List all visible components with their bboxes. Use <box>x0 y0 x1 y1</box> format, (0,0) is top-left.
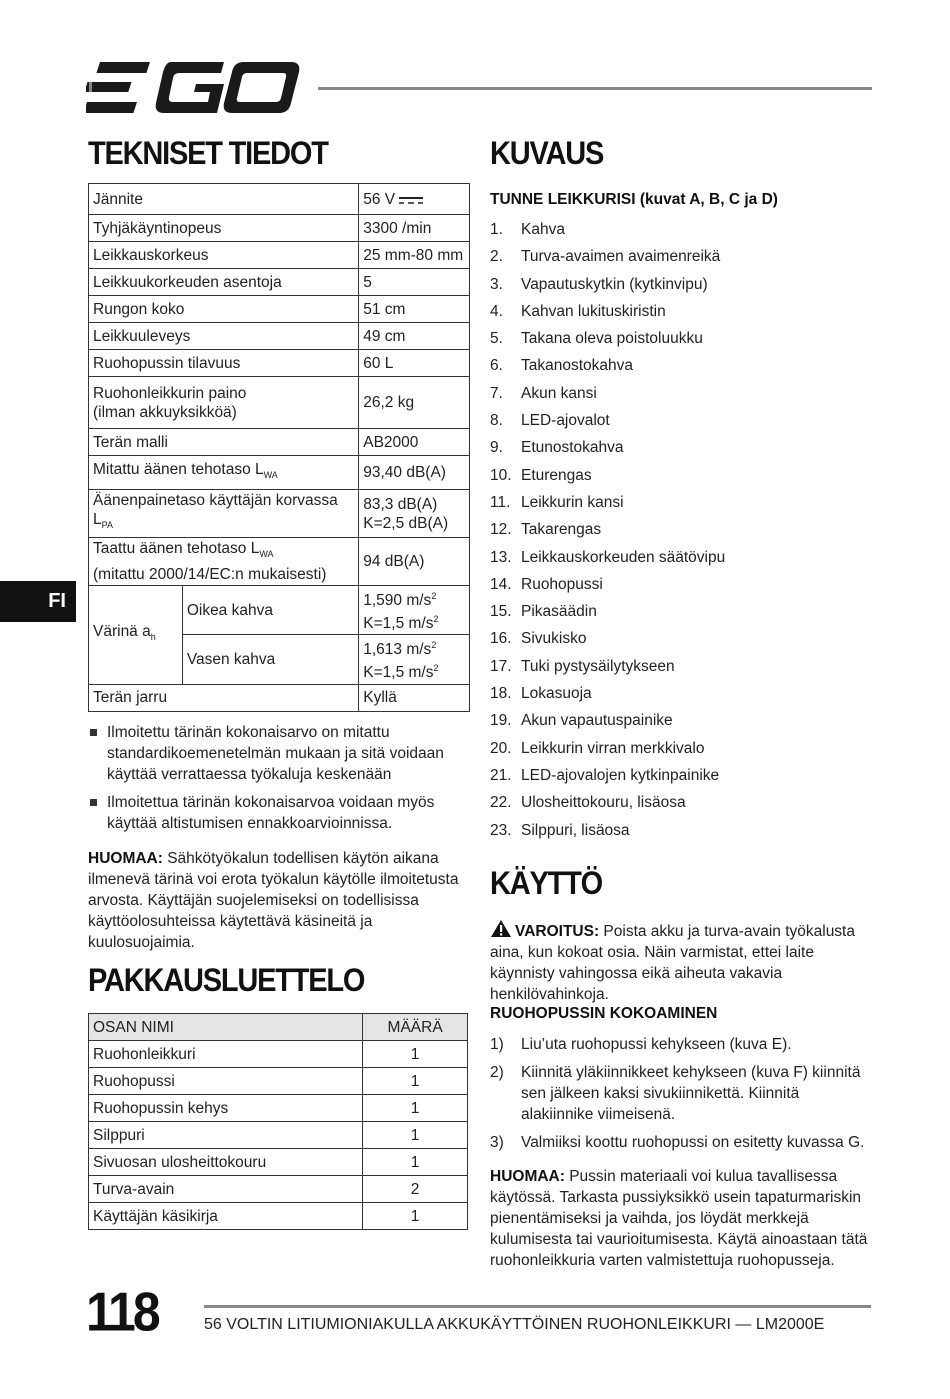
list-item <box>490 598 880 625</box>
part-qty: 1 <box>363 1149 468 1176</box>
table-row <box>89 1149 468 1176</box>
list-item-number: 1. <box>490 221 503 238</box>
step-text: Liu’uta ruohopussi kehykseen (kuva E). <box>521 1036 792 1053</box>
spec-value: 5 <box>359 269 470 296</box>
header-rule <box>318 87 872 90</box>
part-qty: 2 <box>363 1176 468 1203</box>
step-number: 1) <box>490 1036 504 1053</box>
part-name: Ruohopussin kehys <box>89 1095 363 1122</box>
list-item-text: Leikkurin virran merkkivalo <box>521 739 705 757</box>
table-row <box>89 586 470 635</box>
spec-value: 94 dB(A) <box>359 538 470 586</box>
table-row <box>89 1176 468 1203</box>
list-item <box>490 489 880 516</box>
tech-specs-title: TEKNISET TIEDOT <box>88 136 328 172</box>
table-row <box>89 490 470 538</box>
spec-value: 25 mm-80 mm <box>359 242 470 269</box>
list-item-number: 23. <box>490 821 512 839</box>
table-row <box>89 429 470 456</box>
list-item-number: 18. <box>490 685 512 703</box>
spec-label: Leikkauskorkeus <box>89 242 359 269</box>
list-item-number: 20. <box>490 739 512 757</box>
list-item-text: Takanostokahva <box>521 357 634 375</box>
warning-icon <box>490 919 512 938</box>
part-name: Sivuosan ulosheittokouru <box>89 1149 363 1176</box>
table-row <box>89 456 470 490</box>
list-item <box>490 298 880 325</box>
spec-label: Terän malli <box>89 429 359 456</box>
spec-label: Jännite <box>89 184 359 215</box>
list-item-number: 11. <box>490 493 511 511</box>
description-subtitle: TUNNE LEIKKURISI (kuvat A, B, C ja D) <box>490 191 778 208</box>
list-item-text: Sivukisko <box>521 630 587 648</box>
list-item-number: 10. <box>490 466 512 484</box>
footer-rule <box>204 1305 871 1308</box>
list-item-number: 6. <box>490 357 503 375</box>
spec-value: 26,2 kg <box>359 377 470 429</box>
part-name: Silppuri <box>89 1122 363 1149</box>
vibration-notes <box>88 722 468 841</box>
list-item-text: Leikkauskorkeuden säätövipu <box>521 548 726 566</box>
table-row <box>89 215 470 242</box>
list-item: Ilmoitettua tärinän kokonaisarvoa voidaan myös käyttää altistumisen ennakkoarvioinnissa. <box>88 792 468 834</box>
list-item <box>490 735 880 762</box>
table-row <box>89 684 470 711</box>
list-item <box>490 216 880 243</box>
list-item <box>490 544 880 571</box>
vibration-right-value: 1,590 $m/s^2$ K=1,5 $m/s^2$ <box>359 586 470 635</box>
tech-specs-table <box>88 183 470 712</box>
spec-value: AB2000 <box>359 429 470 456</box>
table-row <box>89 1041 468 1068</box>
table-row <box>89 538 470 586</box>
list-item <box>490 271 880 298</box>
vibration-left-value: 1,613 $m/s^2$ K=1,5 $m/s^2$ <box>359 635 470 684</box>
vibration-label: Värinä $a_h$ <box>89 586 183 685</box>
table-row <box>89 1068 468 1095</box>
list-item-text: Akun kansi <box>521 384 597 402</box>
ego-logo <box>86 62 301 114</box>
list-item-number: 8. <box>490 412 503 430</box>
list-item-text: Akun vapautuspainike <box>521 712 673 730</box>
part-qty: 1 <box>363 1122 468 1149</box>
list-item-text: Ulosheittokouru, lisäosa <box>521 794 686 812</box>
list-item <box>490 571 880 598</box>
list-item-text: LED-ajovalot <box>521 412 610 430</box>
spec-label: Leikkuuleveys <box>89 323 359 350</box>
list-item <box>490 680 880 707</box>
description-title: KUVAUS <box>490 136 604 172</box>
list-item <box>490 789 880 816</box>
spec-label: Terän jarru <box>89 684 359 711</box>
packing-list-table <box>88 1013 468 1230</box>
part-name: Ruohopussi <box>89 1068 363 1095</box>
packing-list-title: PAKKAUSLUETTELO <box>88 963 365 999</box>
warning-note: VAROITUS: Poista akku ja turva-avain työkalusta aina, kun kokoat osia. Näin varmistat, ettei laite käynnisty vahingossa eikä aiheuta vakavia henkilövahinkoja. <box>490 919 875 1005</box>
list-item-text: Turva-avaimen avaimenreikä <box>521 248 721 266</box>
table-header-row <box>89 1014 468 1041</box>
list-item-text: Silppuri, lisäosa <box>521 821 630 839</box>
spec-label: Ruohonleikkurin paino (ilman akkuyksikköä) <box>89 377 359 429</box>
spec-label: Äänenpainetaso käyttäjän korvassa $L_{PA}$ <box>89 490 359 538</box>
column-header-name: OSAN NIMI <box>89 1014 363 1041</box>
list-item <box>490 707 880 734</box>
list-item-number: 7. <box>490 384 503 402</box>
table-row <box>89 296 470 323</box>
vibration-left-label: Vasen kahva <box>182 635 358 684</box>
language-tab: FI <box>0 581 76 622</box>
spec-label: Mitattu äänen tehotaso $L_{WA}$ <box>89 456 359 490</box>
bag-note: HUOMAA: Pussin materiaali voi kulua tavallisessa käytössä. Tarkasta pussiyksikkö usein tapaturmariskin pienentämiseksi ja vaihda, jos löydät merkkejä kulumisesta tai vaurioitumisesta. Käytä ainoastaan tätä ruohonleikkuria varten valmistettuja ruohopusseja. <box>490 1168 868 1269</box>
table-row <box>89 323 470 350</box>
part-qty: 1 <box>363 1041 468 1068</box>
spec-label: Ruohopussin tilavuus <box>89 350 359 377</box>
table-row <box>89 1122 468 1149</box>
assembly-steps <box>490 1034 875 1160</box>
list-item-text: Etunostokahva <box>521 439 624 457</box>
spec-label: Taattu äänen tehotaso $L_{WA}$ (mitattu 2000/14/EC:n mukaisesti) <box>89 538 359 586</box>
table-row <box>89 377 470 429</box>
spec-value: 51 cm <box>359 296 470 323</box>
part-qty: 1 <box>363 1203 468 1230</box>
list-item <box>490 516 880 543</box>
spec-label: Leikkuukorkeuden asentoja <box>89 269 359 296</box>
list-item-text: Takarengas <box>521 521 602 539</box>
spec-value: 60 L <box>359 350 470 377</box>
list-item-number: 14. <box>490 575 512 593</box>
table-row <box>89 350 470 377</box>
list-item-text: Eturengas <box>521 466 592 484</box>
list-item <box>490 1132 875 1153</box>
list-item-text: Vapautuskytkin (kytkinvipu) <box>521 275 708 293</box>
page-number: 118 <box>86 1281 158 1343</box>
part-qty: 1 <box>363 1068 468 1095</box>
part-qty: 1 <box>363 1095 468 1122</box>
list-item-text: Kahvan lukituskiristin <box>521 302 666 320</box>
table-row <box>89 184 470 215</box>
list-item <box>490 1062 875 1125</box>
part-name: Ruohonleikkuri <box>89 1041 363 1068</box>
vibration-note: HUOMAA: Sähkötyökalun todellisen käytön aikana ilmenevä tärinä voi erota työkalun käytölle ilmoitetusta arvosta. Käyttäjän suojelemiseksi on todellisissa käyttöolosuhteissa käytettävä käsineitä ja kuulosuojaimia. <box>88 850 459 951</box>
list-item <box>490 762 880 789</box>
column-header-qty: MÄÄRÄ <box>363 1014 468 1041</box>
list-item-number: 15. <box>490 603 512 621</box>
list-item-number: 17. <box>490 657 512 675</box>
list-item-number: 22. <box>490 794 512 812</box>
list-item-number: 4. <box>490 302 503 320</box>
spec-value: 93,40 dB(A) <box>359 456 470 490</box>
list-item-number: 21. <box>490 766 512 784</box>
list-item-text: Tuki pystysäilytykseen <box>521 657 675 675</box>
list-item: Ilmoitettu tärinän kokonaisarvo on mitattu standardikoemenetelmän mukaan ja sitä voidaan käyttää verrattaessa työkaluja keskenään <box>88 722 468 785</box>
list-item-text: Ruohopussi <box>521 575 603 593</box>
list-item <box>490 380 880 407</box>
step-text: Valmiiksi koottu ruohopussi on esitetty kuvassa G. <box>521 1134 865 1151</box>
list-item-text: LED-ajovalojen kytkinpainike <box>521 766 720 784</box>
list-item <box>490 243 880 270</box>
list-item-number: 3. <box>490 275 503 293</box>
list-item <box>490 407 880 434</box>
list-item-number: 19. <box>490 712 512 730</box>
list-item <box>490 817 880 844</box>
list-item <box>490 434 880 461</box>
step-text: Kiinnitä yläkiinnikkeet kehykseen (kuva F) kiinnitä sen jälkeen kaksi sivukiinnikettä. Kiinnitä alakiinnike viimeisenä. <box>521 1064 861 1123</box>
list-item-number: 5. <box>490 330 503 348</box>
list-item-text: Lokasuoja <box>521 685 592 703</box>
list-item <box>490 1034 875 1055</box>
table-row <box>89 1095 468 1122</box>
spec-value: 3300 /min <box>359 215 470 242</box>
footer-title: 56 VOLTIN LITIUMIONIAKULLA AKKUKÄYTTÖINEN RUOHONLEIKKURI — LM2000E <box>204 1316 825 1333</box>
step-number: 3) <box>490 1134 504 1151</box>
list-item-number: 9. <box>490 439 503 457</box>
parts-list <box>490 216 880 844</box>
assembly-title: RUOHOPUSSIN KOKOAMINEN <box>490 1005 718 1022</box>
part-name: Käyttäjän käsikirja <box>89 1203 363 1230</box>
list-item-text: Pikasäädin <box>521 603 597 621</box>
dc-symbol-icon <box>398 195 424 205</box>
list-item <box>490 625 880 652</box>
list-item <box>490 352 880 379</box>
list-item-text: Kahva <box>521 221 565 238</box>
list-item <box>490 325 880 352</box>
part-name: Turva-avain <box>89 1176 363 1203</box>
list-item-number: 16. <box>490 630 512 648</box>
table-row <box>89 242 470 269</box>
spec-value: Kyllä <box>359 684 470 711</box>
list-item-number: 13. <box>490 548 512 566</box>
list-item <box>490 653 880 680</box>
list-item-text: Leikkurin kansi <box>521 493 624 511</box>
vibration-right-label: Oikea kahva <box>182 586 358 635</box>
list-item <box>490 462 880 489</box>
spec-value: 49 cm <box>359 323 470 350</box>
step-number: 2) <box>490 1064 504 1081</box>
spec-value: 56 V <box>359 184 470 215</box>
table-row <box>89 269 470 296</box>
table-row <box>89 1203 468 1230</box>
list-item-text: Takana oleva poistoluukku <box>521 330 703 348</box>
list-item-number: 2. <box>490 248 503 266</box>
list-item-number: 12. <box>490 521 512 539</box>
spec-label: Tyhjäkäyntinopeus <box>89 215 359 242</box>
usage-title: KÄYTTÖ <box>490 866 603 902</box>
spec-label: Rungon koko <box>89 296 359 323</box>
spec-value: 83,3 dB(A) K=2,5 dB(A) <box>359 490 470 538</box>
